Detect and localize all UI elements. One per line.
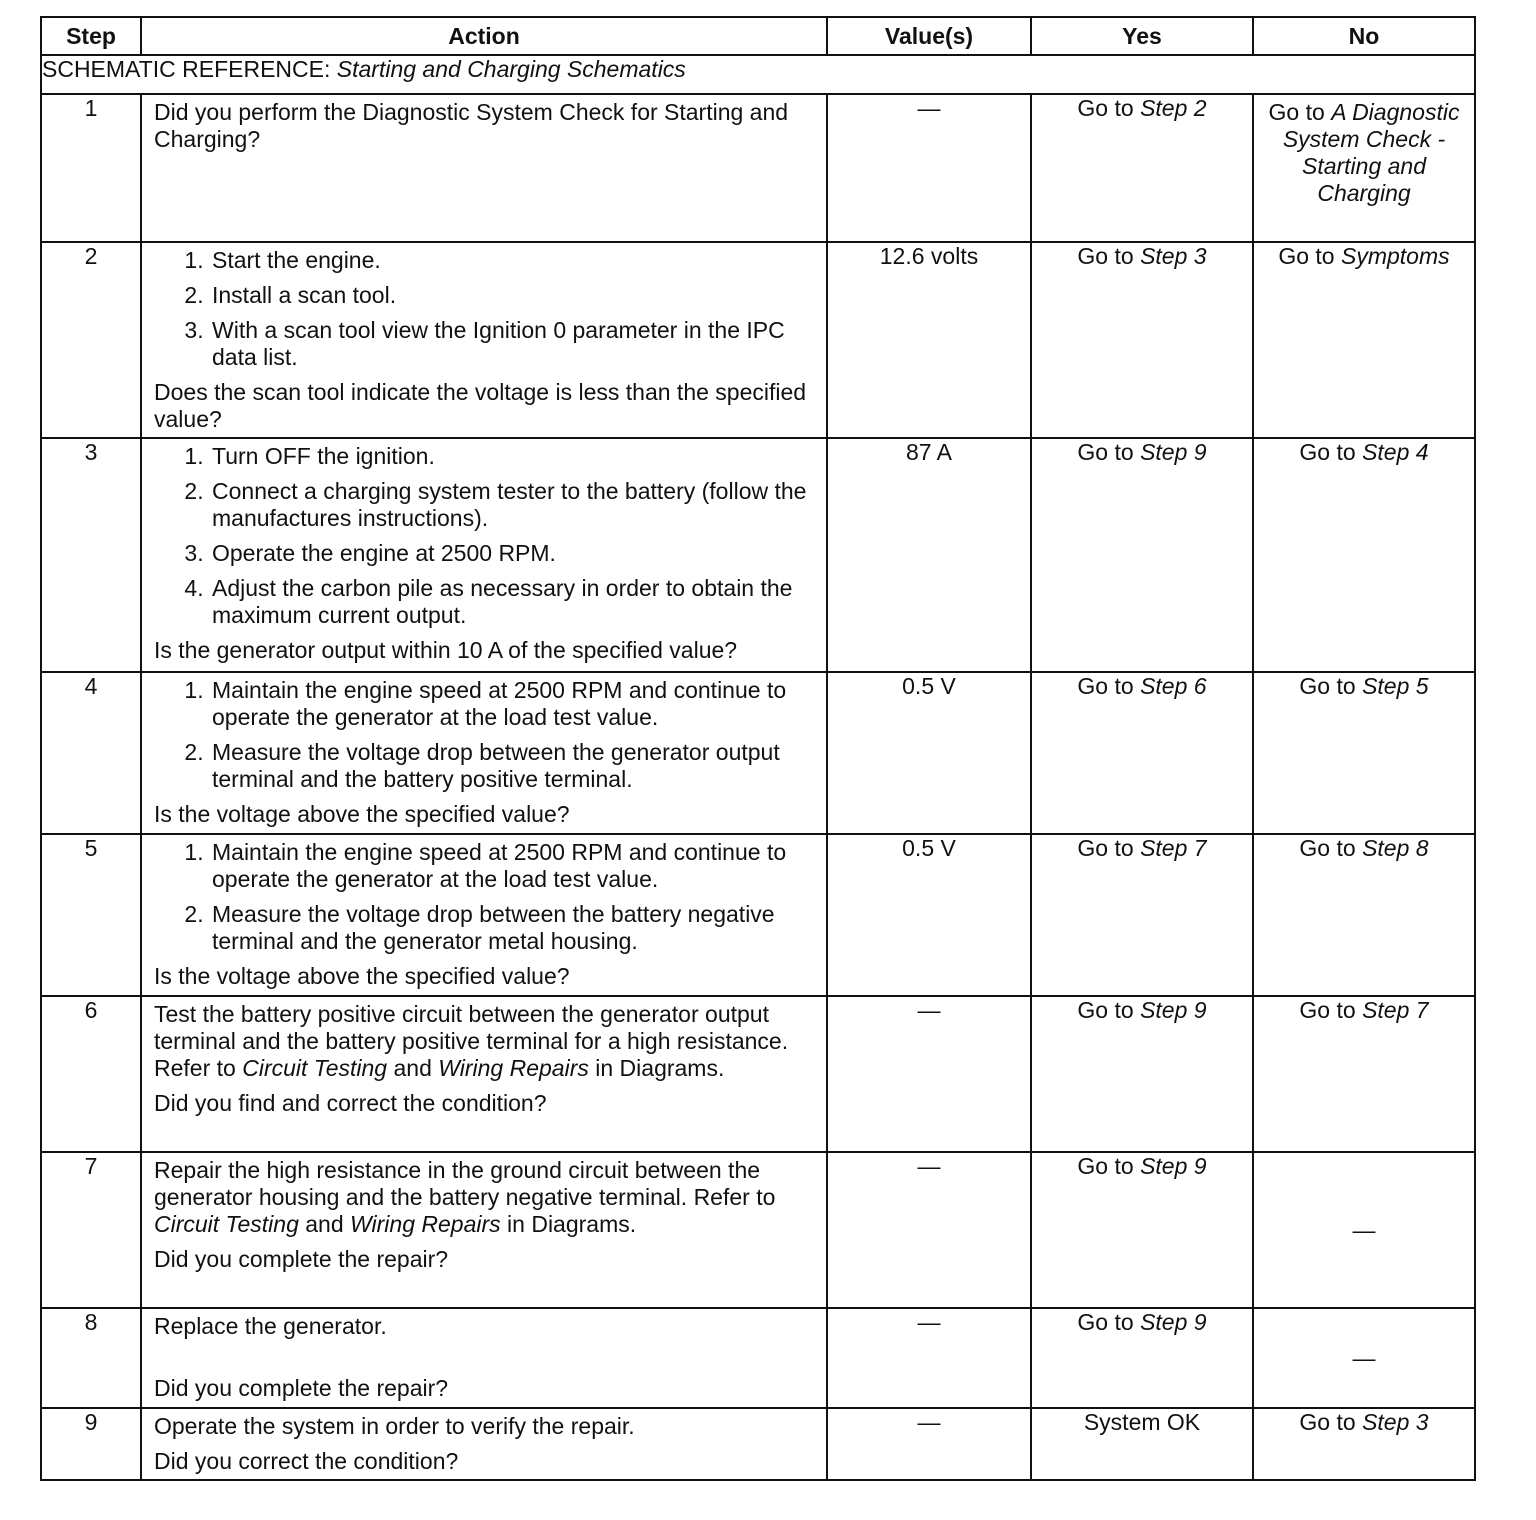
no-target: Step 4 bbox=[1362, 439, 1429, 465]
table-row bbox=[41, 996, 1475, 1152]
goto-label: Go to bbox=[1077, 673, 1141, 699]
no-cell: — bbox=[1253, 1308, 1475, 1408]
ref-wiring-repairs: Wiring Repairs bbox=[350, 1211, 501, 1237]
yes-cell bbox=[1031, 834, 1253, 996]
value-cell: — bbox=[827, 1308, 1031, 1408]
action-step-item: 2. Connect a charging system tester to the battery (follow the manufactures instructions). bbox=[210, 478, 820, 532]
step-number: 6 bbox=[41, 996, 141, 1152]
action-question: Did you complete the repair? bbox=[154, 1375, 449, 1401]
goto-label: Go to bbox=[1077, 95, 1141, 121]
value-cell: — bbox=[827, 996, 1031, 1152]
action-question: Did you complete the repair? bbox=[154, 1246, 449, 1272]
no-target: Step 3 bbox=[1362, 1409, 1429, 1435]
goto-label: Go to bbox=[1278, 243, 1341, 269]
table-row bbox=[41, 834, 1475, 996]
yes-cell bbox=[1031, 672, 1253, 834]
schematic-ref: Starting and Charging Schematics bbox=[336, 56, 686, 82]
action-step-item: 4. Adjust the carbon pile as necessary in order to obtain the maximum current output. bbox=[210, 575, 820, 629]
action-steps bbox=[154, 443, 820, 629]
action-text-part: and bbox=[387, 1055, 439, 1081]
table-row bbox=[41, 1308, 1475, 1408]
action-cell bbox=[141, 1152, 827, 1308]
action-question: Is the generator output within 10 A of the specified value? bbox=[154, 637, 738, 663]
header-row bbox=[41, 17, 1475, 55]
value-cell: — bbox=[827, 1408, 1031, 1480]
yes-target: Step 9 bbox=[1140, 997, 1207, 1023]
yes-cell bbox=[1031, 438, 1253, 672]
no-target: A Diagnostic System Check - Starting and Charging bbox=[1282, 99, 1460, 206]
yes-cell: System OK bbox=[1031, 1408, 1253, 1480]
table-row bbox=[41, 438, 1475, 672]
yes-target: Step 6 bbox=[1140, 673, 1207, 699]
yes-target: Step 9 bbox=[1140, 439, 1207, 465]
value-cell: 87 A bbox=[827, 438, 1031, 672]
yes-cell bbox=[1031, 996, 1253, 1152]
no-cell bbox=[1253, 834, 1475, 996]
goto-label: Go to bbox=[1077, 835, 1141, 861]
action-steps bbox=[154, 839, 820, 955]
table-row bbox=[41, 94, 1475, 242]
table-row bbox=[41, 242, 1475, 438]
action-text: Replace the generator. bbox=[154, 1313, 387, 1339]
step-number: 1 bbox=[41, 94, 141, 242]
no-target: Step 8 bbox=[1362, 835, 1429, 861]
action-step-item: 1. Maintain the engine speed at 2500 RPM and continue to operate the generator at the load test value. bbox=[210, 677, 820, 731]
action-cell bbox=[141, 996, 827, 1152]
goto-label: Go to bbox=[1299, 1409, 1363, 1435]
step-number: 2 bbox=[41, 242, 141, 438]
header-action: Action bbox=[141, 17, 827, 55]
ref-circuit-testing: Circuit Testing bbox=[242, 1055, 388, 1081]
yes-target: Step 3 bbox=[1140, 243, 1207, 269]
goto-label: Go to bbox=[1299, 997, 1363, 1023]
action-question: Did you find and correct the condition? bbox=[154, 1090, 547, 1116]
table-row bbox=[41, 1152, 1475, 1308]
value-cell: 0.5 V bbox=[827, 672, 1031, 834]
action-text-part: in Diagrams. bbox=[500, 1211, 637, 1237]
action-steps bbox=[154, 247, 820, 371]
goto-label: Go to bbox=[1299, 835, 1363, 861]
no-cell bbox=[1253, 242, 1475, 438]
step-number: 9 bbox=[41, 1408, 141, 1480]
no-cell bbox=[1253, 996, 1475, 1152]
step-number: 8 bbox=[41, 1308, 141, 1408]
step-number: 5 bbox=[41, 834, 141, 996]
schematic-prefix: SCHEMATIC REFERENCE: bbox=[42, 56, 337, 82]
action-cell bbox=[141, 1408, 827, 1480]
schematic-reference bbox=[41, 55, 1475, 94]
action-cell bbox=[141, 672, 827, 834]
action-question: Did you correct the condition? bbox=[154, 1448, 459, 1474]
step-number: 4 bbox=[41, 672, 141, 834]
ref-wiring-repairs: Wiring Repairs bbox=[438, 1055, 589, 1081]
action-cell bbox=[141, 834, 827, 996]
goto-label: Go to bbox=[1077, 243, 1141, 269]
no-cell bbox=[1253, 1408, 1475, 1480]
diagnostic-table bbox=[40, 16, 1476, 1481]
goto-label: Go to bbox=[1077, 439, 1141, 465]
yes-cell bbox=[1031, 94, 1253, 242]
action-text-part: in Diagrams. bbox=[588, 1055, 725, 1081]
action-text: Did you perform the Diagnostic System Check for Starting and Charging? bbox=[154, 99, 789, 152]
no-cell: — bbox=[1253, 1152, 1475, 1308]
action-question: Does the scan tool indicate the voltage is less than the specified value? bbox=[154, 379, 807, 432]
action-text-part: and bbox=[298, 1211, 351, 1237]
goto-label: Go to bbox=[1077, 997, 1141, 1023]
step-number: 7 bbox=[41, 1152, 141, 1308]
yes-cell bbox=[1031, 1152, 1253, 1308]
value-cell: — bbox=[827, 1152, 1031, 1308]
action-step-item: 1. Maintain the engine speed at 2500 RPM and continue to operate the generator at the load test value. bbox=[210, 839, 820, 893]
goto-label: Go to bbox=[1077, 1153, 1141, 1179]
goto-label: Go to bbox=[1268, 99, 1332, 125]
goto-label: Go to bbox=[1077, 1309, 1141, 1335]
table-row bbox=[41, 1408, 1475, 1480]
action-text bbox=[154, 1001, 820, 1082]
yes-cell bbox=[1031, 242, 1253, 438]
no-target: Step 7 bbox=[1362, 997, 1429, 1023]
value-cell: — bbox=[827, 94, 1031, 242]
goto-label: Go to bbox=[1299, 439, 1363, 465]
action-step-item: 2. Measure the voltage drop between the generator output terminal and the battery positive terminal. bbox=[210, 739, 820, 793]
action-cell bbox=[141, 438, 827, 672]
schematic-row bbox=[41, 55, 1475, 94]
no-cell bbox=[1253, 672, 1475, 834]
header-no: No bbox=[1253, 17, 1475, 55]
action-text-part: Test the battery positive circuit between the generator output terminal and the battery positive terminal for a high resistance. Refer to bbox=[154, 1001, 789, 1081]
action-text-part: Repair the high resistance in the ground circuit between the generator housing and the battery negative terminal. Refer to bbox=[154, 1157, 776, 1210]
action-question: Is the voltage above the specified value? bbox=[154, 801, 570, 827]
yes-target: Step 9 bbox=[1140, 1309, 1207, 1335]
action-cell bbox=[141, 242, 827, 438]
yes-cell bbox=[1031, 1308, 1253, 1408]
action-step-item: 1. Turn OFF the ignition. bbox=[210, 443, 820, 470]
no-target: Step 5 bbox=[1362, 673, 1429, 699]
action-text: Operate the system in order to verify the repair. bbox=[154, 1413, 635, 1439]
value-cell: 0.5 V bbox=[827, 834, 1031, 996]
action-cell bbox=[141, 1308, 827, 1408]
table-row bbox=[41, 672, 1475, 834]
no-target: Symptoms bbox=[1341, 243, 1450, 269]
yes-target: Step 9 bbox=[1140, 1153, 1207, 1179]
no-cell bbox=[1253, 438, 1475, 672]
header-values: Value(s) bbox=[827, 17, 1031, 55]
action-step-item: 2. Measure the voltage drop between the battery negative terminal and the generator metal housing. bbox=[210, 901, 820, 955]
action-step-item: 1. Start the engine. bbox=[210, 247, 820, 274]
action-step-item: 2. Install a scan tool. bbox=[210, 282, 820, 309]
step-number: 3 bbox=[41, 438, 141, 672]
action-step-item: 3. Operate the engine at 2500 RPM. bbox=[210, 540, 820, 567]
ref-circuit-testing: Circuit Testing bbox=[154, 1211, 299, 1237]
goto-label: Go to bbox=[1299, 673, 1363, 699]
no-cell bbox=[1253, 94, 1475, 242]
action-steps bbox=[154, 677, 820, 793]
action-step-item: 3. With a scan tool view the Ignition 0 parameter in the IPC data list. bbox=[210, 317, 820, 371]
action-question: Is the voltage above the specified value? bbox=[154, 963, 570, 989]
value-cell: 12.6 volts bbox=[827, 242, 1031, 438]
header-yes: Yes bbox=[1031, 17, 1253, 55]
action-text bbox=[154, 1157, 820, 1238]
yes-target: Step 2 bbox=[1140, 95, 1207, 121]
action-cell bbox=[141, 94, 827, 242]
yes-target: Step 7 bbox=[1140, 835, 1207, 861]
header-step: Step bbox=[41, 17, 141, 55]
